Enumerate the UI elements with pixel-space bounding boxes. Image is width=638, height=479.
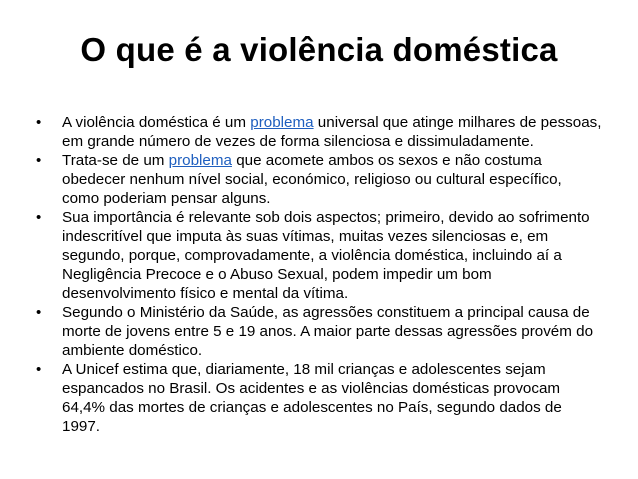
bullet-text: A Unicef estima que, diariamente, 18 mil crianças e adolescentes sejam espancados no Brasil. Os acidentes e as violências domésticas provocam 64,4% das mortes de crianças e adolescentes no País, segundo dados de 1997.: [62, 361, 562, 435]
bullet-item: [36, 151, 602, 208]
bullet-marker: •: [36, 209, 42, 226]
bullet-item: [36, 303, 602, 360]
bullet-marker: •: [36, 152, 42, 169]
bullet-marker: •: [36, 114, 42, 131]
bullet-item: [36, 113, 602, 151]
bullet-marker: •: [36, 304, 42, 321]
bullet-text-after: universal que atinge milhares de pessoas, em grande número de vezes de forma silenciosa e dissimuladamente.: [62, 114, 602, 150]
bullet-text-before: Trata-se de um: [62, 152, 169, 169]
bullet-list: [36, 113, 602, 436]
bullet-marker: •: [36, 361, 42, 378]
problema-link[interactable]: problema: [168, 152, 232, 169]
bullet-text-before: A violência doméstica é um: [62, 114, 251, 131]
slide-title: O que é a violência doméstica: [80, 31, 558, 68]
bullet-item: [36, 360, 602, 436]
bullet-text: Sua importância é relevante sob dois aspectos; primeiro, devido ao sofrimento indescritível que imputa às suas vítimas, muitas vezes silenciosas e, em segundo, porque, comprovadamente, a violência doméstica, incluindo aí a Negligência Precoce e o Abuso Sexual, podem impedir um bom desenvolvimento físico e mental da vítima.: [62, 209, 590, 302]
problema-link[interactable]: problema: [250, 114, 314, 131]
bullet-text: Segundo o Ministério da Saúde, as agressões constituem a principal causa de morte de jovens entre 5 e 19 anos. A maior parte dessas agressões provém do ambiente doméstico.: [62, 304, 594, 359]
bullet-text-after: que acomete ambos os sexos e não costuma obedecer nenhum nível social, económico, religioso ou cultural específico, como poderiam pensar alguns.: [62, 152, 562, 207]
bullet-item: [36, 208, 602, 303]
